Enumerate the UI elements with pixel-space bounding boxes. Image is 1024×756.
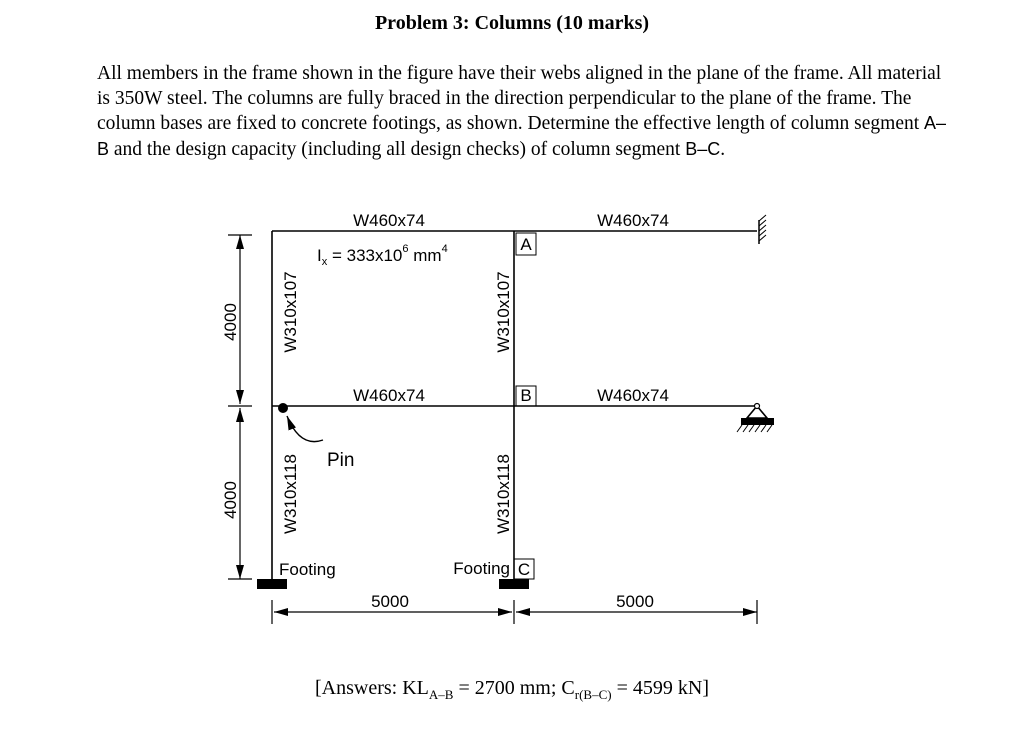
dim-span-right: 5000 — [616, 592, 654, 611]
dim-span-left: 5000 — [371, 592, 409, 611]
dim-height-lower: 4000 — [221, 481, 240, 519]
left-footing-block — [257, 579, 287, 589]
ix-value: = 333x10 — [327, 246, 403, 265]
ix-exponent: 6 — [402, 243, 409, 255]
dim-height-upper: 4000 — [221, 303, 240, 341]
ix-subscript: x — [321, 256, 328, 268]
answer-line — [0, 677, 1024, 703]
segment-bc-label: B–C — [685, 138, 721, 159]
pin-label: Pin — [327, 450, 355, 471]
col-mid-lower-label: W310x118 — [494, 453, 513, 535]
col-left-upper-label: W310x107 — [281, 271, 300, 353]
answer-open: [Answers: KL — [315, 677, 429, 699]
point-a-label: A — [520, 235, 532, 254]
ix-annotation — [317, 243, 448, 268]
beam-mid-right-label: W460x74 — [597, 386, 669, 405]
segment-ab-label: A–B — [97, 113, 947, 159]
statement-end: . — [720, 138, 726, 160]
answer-kl-subscript: A–B — [428, 687, 454, 702]
answer-cr-value: = 4599 kN] — [611, 677, 709, 699]
pin-leader-arrow — [287, 416, 323, 442]
beam-mid-left-label: W460x74 — [353, 386, 425, 405]
answer-kl-value: = 2700 mm; C — [453, 677, 575, 699]
statement-mid: and the design capacity (including all design checks) of column segment — [109, 138, 686, 160]
vertical-dimension — [228, 235, 252, 579]
beam-top-right-label: W460x74 — [597, 211, 669, 230]
ix-unit: mm — [408, 246, 442, 265]
footing-left-label: Footing — [279, 560, 336, 579]
ix-symbol: I — [317, 246, 322, 265]
pin-joint-icon — [278, 403, 288, 413]
point-b-label: B — [520, 386, 532, 405]
middle-right-pin-support-icon — [737, 404, 774, 433]
top-right-support-icon — [759, 215, 766, 244]
answer-cr-subscript: r(B–C) — [574, 687, 612, 702]
col-left-lower-label: W310x118 — [281, 453, 300, 535]
ix-unit-exponent: 4 — [441, 243, 448, 255]
beam-top-left-label: W460x74 — [353, 211, 425, 230]
col-mid-upper-label: W310x107 — [494, 271, 513, 353]
horizontal-dimension — [272, 600, 757, 624]
point-c-label: C — [517, 560, 531, 579]
middle-footing-block — [499, 579, 529, 589]
problem-title: Problem 3: Columns (10 marks) — [374, 12, 650, 34]
statement-intro: All members in the frame shown in the figure have their webs aligned in the plane of the frame. All material is 350W steel. The columns are fully braced in the direction perpendicular to the plane of the frame. The column bases are fixed to concrete footings, as shown. Determine the effective length of column segment — [97, 63, 942, 134]
footing-mid-label: Footing — [453, 559, 510, 578]
